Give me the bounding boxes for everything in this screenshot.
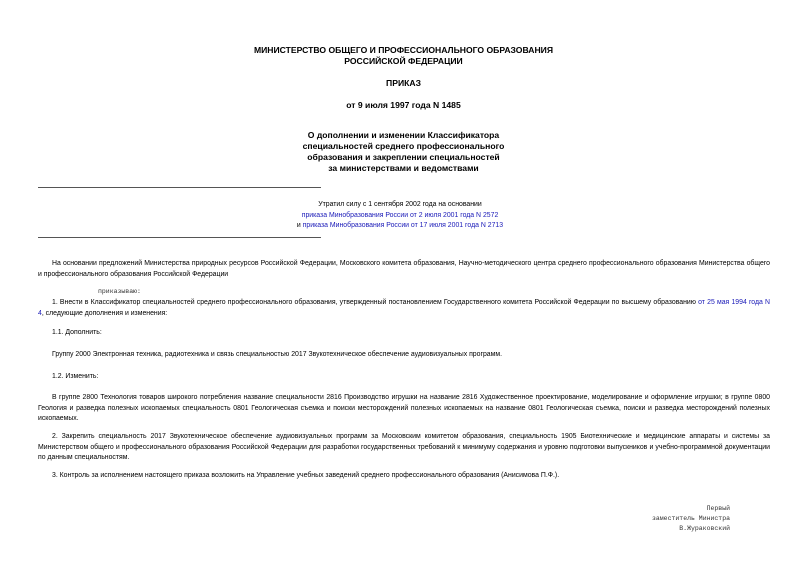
document-date: от 9 июля 1997 года N 1485 <box>346 100 461 110</box>
ministry-name-line2: РОССИЙСКОЙ ФЕДЕРАЦИИ <box>344 56 463 66</box>
document-title-line1: О дополнении и изменении Классификатора <box>307 130 500 140</box>
signature-line3: В.Жураковский <box>679 525 730 532</box>
item1-paragraph <box>38 298 770 319</box>
lost-force-link-2572[interactable]: приказа Минобразования России от 2 июля 2001 года N 2572 <box>301 211 499 219</box>
item1-1-heading: 1.1. Дополнить: <box>52 329 102 336</box>
intro-paragraph: На основании предложений Министерства природных ресурсов Российской Федерации, Московского комитета образования, Научно-методического центра среднего профессионального образования Министерства общего и профессионального образования Российской Федерации <box>38 260 770 278</box>
item1-suffix: , следующие дополнения и изменения: <box>41 309 168 317</box>
lost-force-note <box>180 200 620 232</box>
document-title-line4: за министерствами и ведомствами <box>328 163 479 173</box>
item2-paragraph: 2. Закрепить специальность 2017 Звукотехническое обеспечение аудиовизуальных программ за Московским комитетом образования, специальность 1905 Биотехнические и медицинские аппараты и системы за Министерством общего и профессионального образования Российской Федерации для разработки государственных требований к минимуму содержания и уровню подготовки выпускников и учебно-программной документации по данным специальностям. <box>38 433 770 461</box>
bottom-divider <box>38 237 321 238</box>
document-title-line2: специальностей среднего профессионального <box>302 141 505 151</box>
signature-block <box>560 504 780 534</box>
lost-force-line1: Утратил силу с 1 сентября 2002 года на основании <box>318 201 482 208</box>
signature-line1: Первый <box>706 505 730 512</box>
item1-2-text: В группе 2800 Технология товаров широкого потребления название специальности 2816 Производство игрушки на название 2816 Художественное проектирование, моделирование и оформление игрушки; в группе 0800 Геология и разведка полезных ископаемых специальность 0801 Геологическая съемка и поиски месторождений полезных ископаемых на название 0801 Геологическая съемка, поиски и разведка месторождений полезных ископаемых. <box>38 394 770 422</box>
item1-2-heading: 1.2. Изменить: <box>52 373 99 380</box>
document-title-line3: образования и закреплении специальностей <box>307 152 500 162</box>
document-type: ПРИКАЗ <box>386 78 421 88</box>
orders-word: приказываю: <box>98 288 141 295</box>
item1-1-text: Группу 2000 Электронная техника, радиотехника и связь специальностью 2017 Звукотехническое обеспечение аудиовизуальных программ. <box>52 351 503 358</box>
item1-text: 1. Внести в Классификатор специальностей среднего профессионального образования, утвержденный постановлением Государственного комитета Российской Федерации по высшему образованию <box>52 299 699 306</box>
signature-line2: заместитель Министра <box>651 515 730 522</box>
lost-force-conjunction: и <box>296 222 303 229</box>
item1-link-decree[interactable]: от 25 мая 1994 года N 4 <box>38 299 770 317</box>
ministry-name-line1: МИНИСТЕРСТВО ОБЩЕГО И ПРОФЕССИОНАЛЬНОГО ОБРАЗОВАНИЯ <box>253 45 554 55</box>
item3-paragraph: 3. Контроль за исполнением настоящего приказа возложить на Управление учебных заведений среднего профессионального образования (Анисимова П.Ф.). <box>52 472 560 479</box>
lost-force-link-2713[interactable]: приказа Минобразования России от 17 июля 2001 года N 2713 <box>302 222 504 229</box>
top-divider <box>38 187 321 188</box>
